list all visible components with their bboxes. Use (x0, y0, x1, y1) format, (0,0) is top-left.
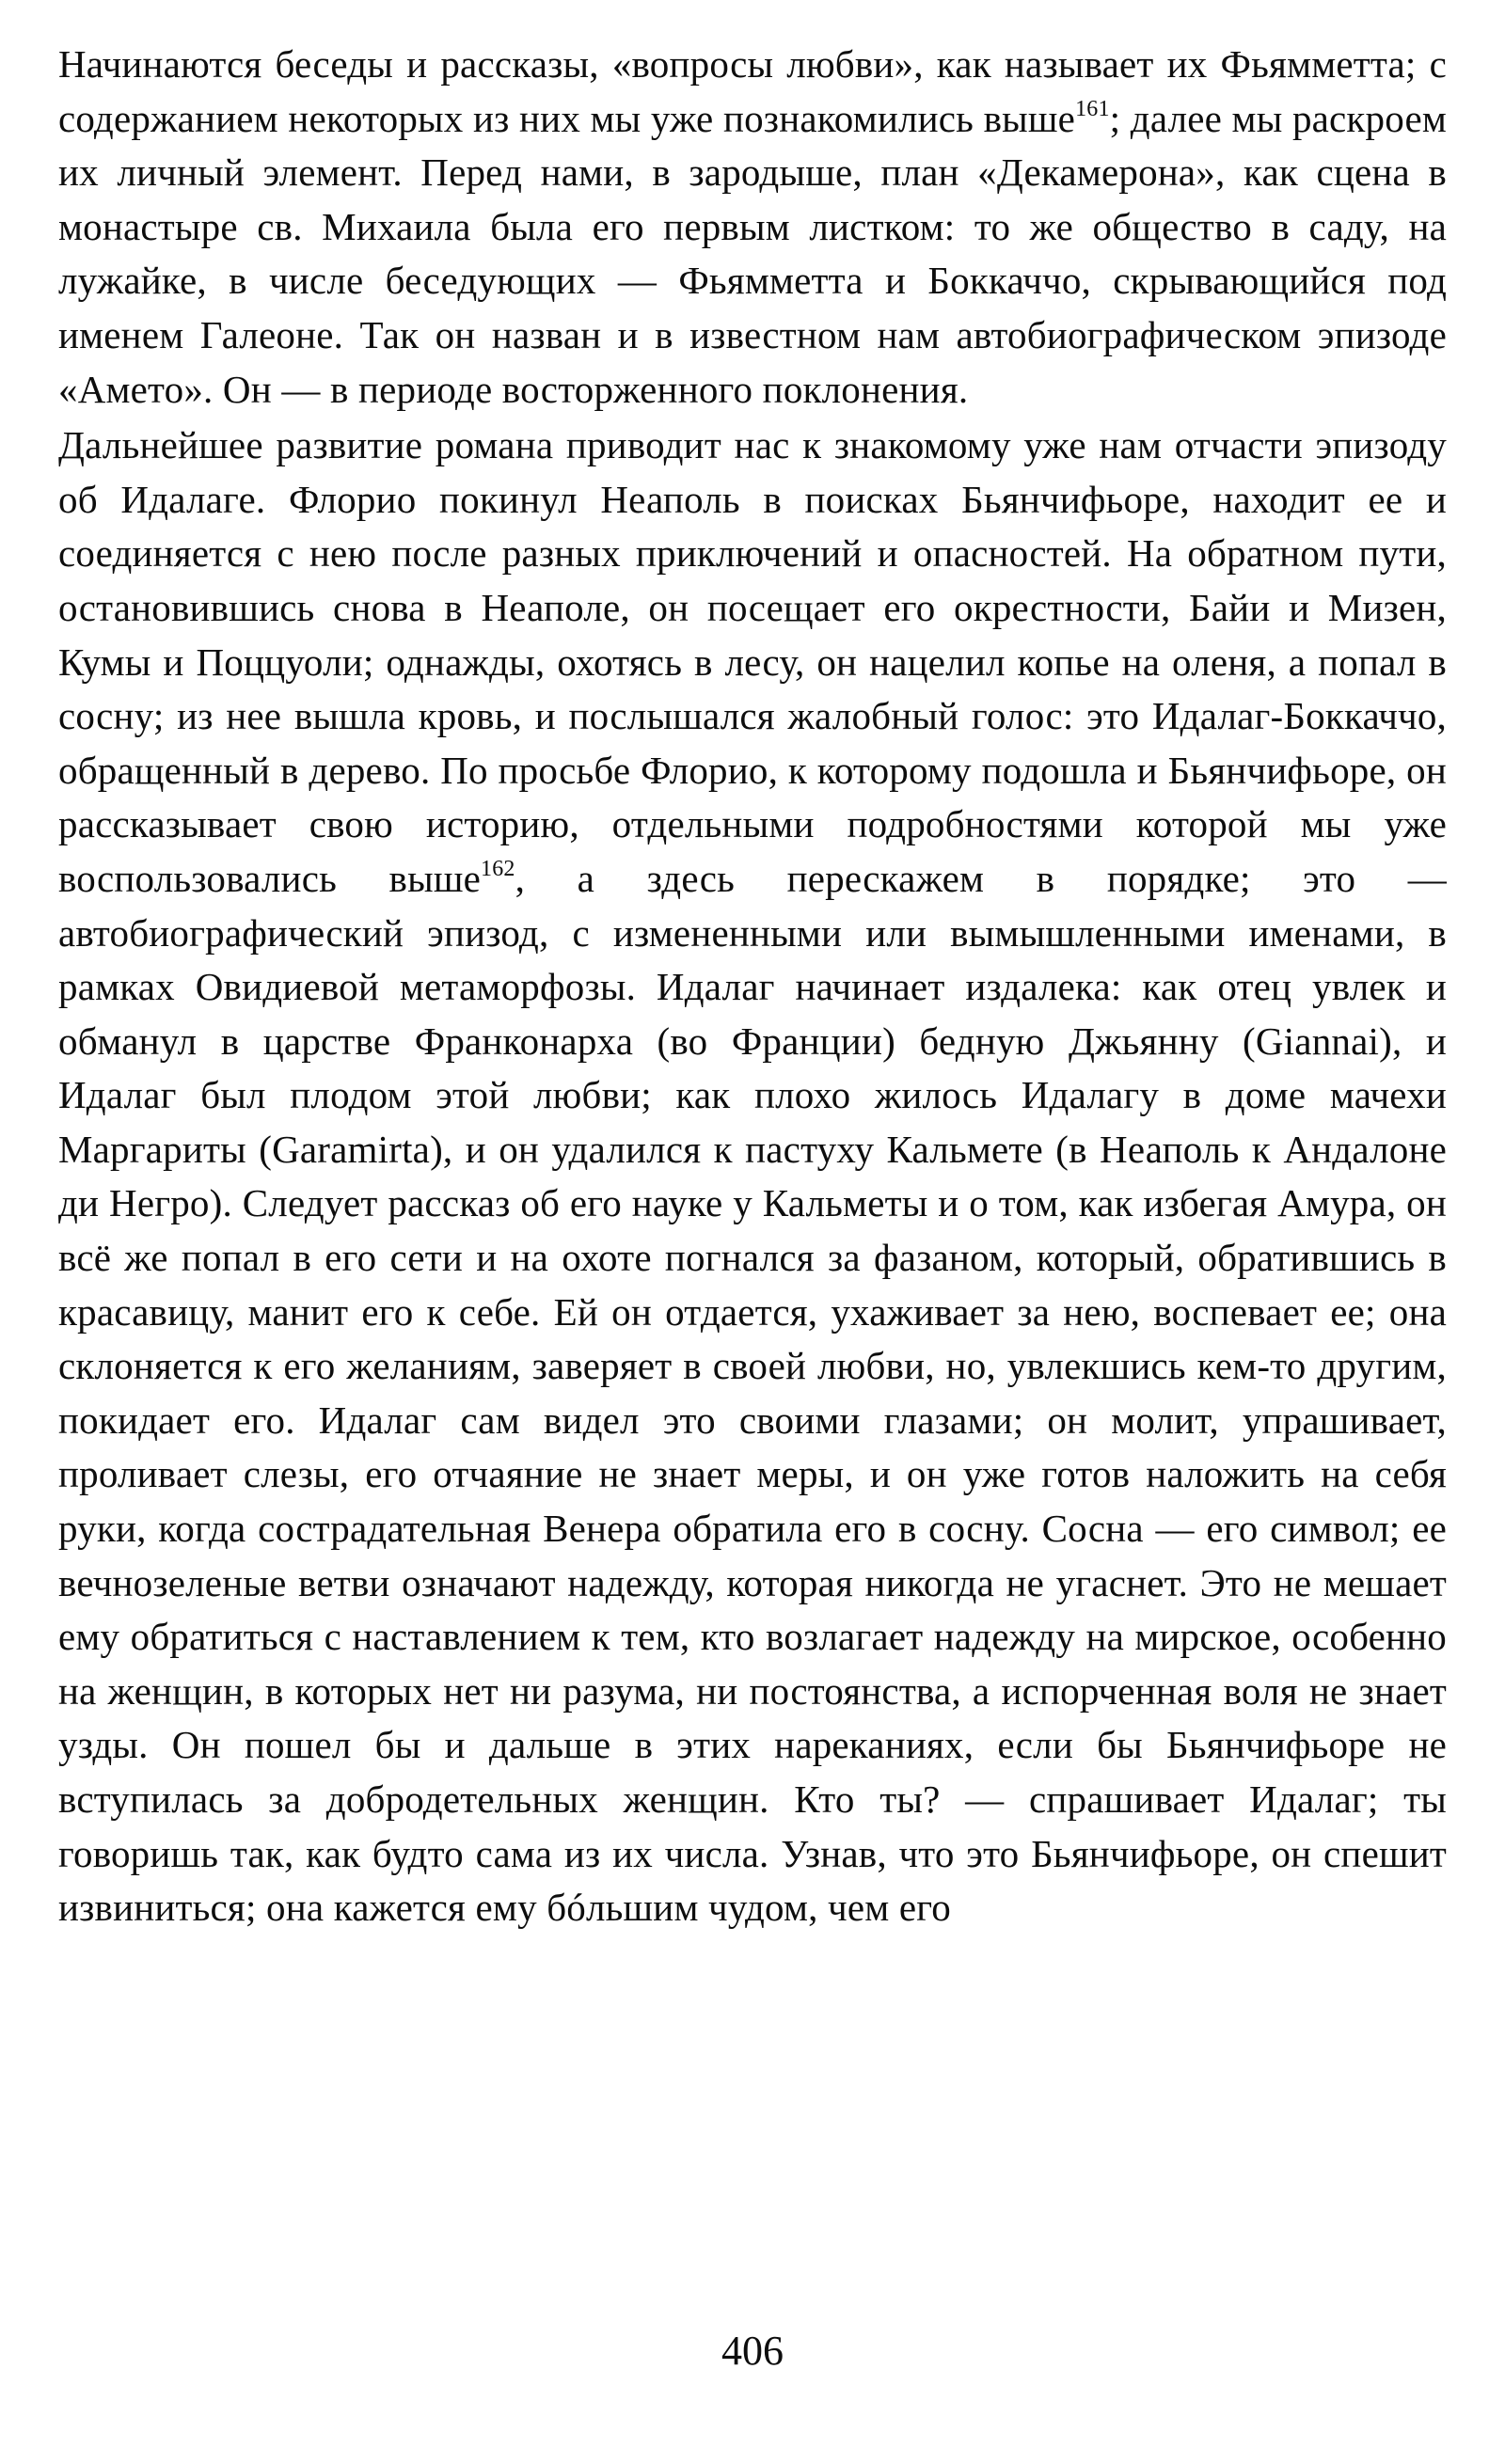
book-page (58, 38, 1447, 1935)
footnote-ref-162: 162 (481, 856, 515, 881)
footnote-ref-161: 161 (1075, 96, 1110, 121)
page-number: 406 (721, 2328, 784, 2374)
paragraph-1-text-end: ; далее мы раскроем их личный элемент. Перед нами, в зародыше, план «Декамерона», как сцена в монастыре св. Михаила была его первым листком: то же общество в саду, на лужайке, в числе беседующих — Фьямметта и Боккаччо, скрывающийся под именем Галеоне. Так он назван и в известном нам автобиографическом эпизоде «Амето». Он — в периоде восторженного поклонения. (58, 96, 1447, 411)
paragraph-2-text-start: Дальнейшее развитие романа приводит нас к знакомому уже нам отчасти эпизоду об Идалаге. Флорио покинул Неаполь в поисках Бьянчифьоре, находит ее и соединяется с нею после разных приключений и опасностей. На обратном пути, остановившись снова в Неаполе, он посещает его окрестности, Байи и Мизен, Кумы и Поццуоли; однажды, охотясь в лесу, он нацелил копье на оленя, а попал в сосну; из нее вышла кровь, и послышался жалобный голос: это Идалаг-Боккаччо, обращенный в дерево. По просьбе Флорио, к которому подошла и Бьянчифьоре, он рассказывает свою историю, отдельными подробностями которой мы уже воспользовались выше (58, 423, 1447, 900)
paragraph-2 (58, 419, 1447, 1935)
paragraph-2-text-end: , а здесь перескажем в порядке; это — автобиографический эпизод, с измененными или вымышленными именами, в рамках Овидиевой метаморфозы. Идалаг начинает издалека: как отец увлек и обманул в царстве Франконарха (во Франции) бедную Джьянну (Giannai), и Идалаг был плодом этой любви; как плохо жилось Идалагу в доме мачехи Маргариты (Garamirta), и он удалился к пастуху Кальмете (в Неаполь к Андалоне ди Негро). Следует рассказ об его науке у Кальметы и о том, как избегая Амура, он всё же попал в его сети и на охоте погнался за фазаном, который, обратившись в красавицу, манит его к себе. Ей он отдается, ухаживает за нею, воспевает ее; она склоняется к его желаниям, заверяет в своей любви, но, увлекшись кем-то другим, покидает его. Идалаг сам видел это своими глазами; он молит, упрашивает, проливает слезы, его отчаяние не знает меры, и он уже готов наложить на себя руки, когда сострадательная Венера обратила его в сосну. Сосна — его символ; ее вечнозеленые ветви означают надежду, которая никогда не угаснет. Это не мешает ему обратиться с наставлением к тем, кто возлагает надежду на мирское, особенно на женщин, в которых нет ни разума, ни постоянства, а испорченная воля не знает узды. Он пошел бы и дальше в этих нареканиях, если бы Бьянчифьоре не вступилась за добродетельных женщин. Кто ты? — спрашивает Идалаг; ты говоришь так, как будто сама из их числа. Узнав, что это Бьянчифьоре, он спешит извиниться; она кажется ему бóльшим чудом, чем его (58, 856, 1447, 1930)
paragraph-1-text-start: Начинаются беседы и рассказы, «вопросы любви», как называет их Фьямметта; с содержанием некоторых из них мы уже познакомились выше (58, 42, 1447, 140)
paragraph-1 (58, 38, 1447, 417)
